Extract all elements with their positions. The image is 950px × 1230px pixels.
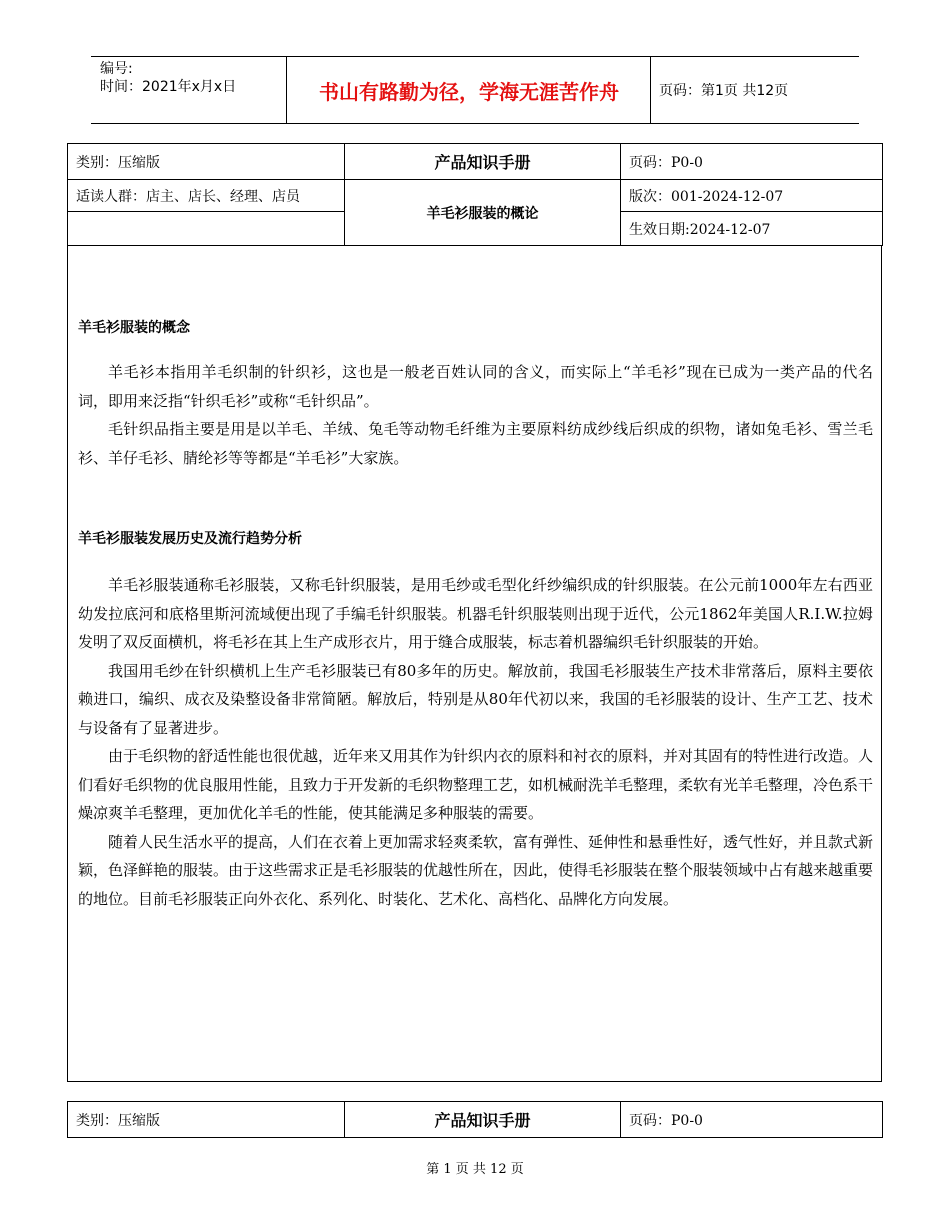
manual-title: 产品知识手册 [345, 144, 621, 180]
category-cell: 类别：压缩版 [68, 144, 345, 180]
paragraph: 羊毛衫服装通称毛衫服装，又称毛针织服装，是用毛纱或毛型化纤纱编织成的针织服装。在公元前1000年左右西亚幼发拉底河和底格里斯河流域便出现了手编毛针织服装。机器毛针织服装则出现于近代，公元1862年美国人R.I.W.拉姆发明了双反面横机，将毛衫在其上生产成形衣片，用于缝合成服装，标志着机器编织毛针织服装的开始。 [78, 576, 873, 651]
audience-cell: 适读人群：店主、店长、经理、店员 [68, 180, 345, 212]
header-page-info: 页码：第1页 共12页 [659, 83, 789, 99]
serial-time-block [100, 60, 236, 96]
footer-category-cell: 类别：压缩版 [68, 1102, 345, 1138]
empty-cell [68, 212, 345, 246]
section-heading: 羊毛衫服装发展历史及流行趋势分析 [78, 531, 302, 547]
paragraph: 毛针织品指主要是用是以羊毛、羊绒、兔毛等动物毛纤维为主要原料纺成纱线后织成的织物，诸如兔毛衫、雪兰毛衫、羊仔毛衫、腈纶衫等等都是“羊毛衫”大家族。 [78, 420, 873, 467]
header-divider [650, 57, 651, 123]
serial-label: 编号: [100, 61, 133, 77]
paragraph: 羊毛衫本指用羊毛织制的针织衫，这也是一般老百姓认同的含义，而实际上“羊毛衫”现在已成为一类产品的代名词，即用来泛指“针织毛衫”或称“毛针织品”。 [78, 363, 873, 410]
time-label: 时间：2021年x月x日 [100, 79, 237, 95]
motto-banner: 书山有路勤为径，学海无涯苦作舟 [319, 79, 619, 104]
content-frame [67, 245, 882, 1082]
paragraph: 随着人民生活水平的提高，人们在衣着上更加需求轻爽柔软，富有弹性、延伸性和悬垂性好，透气性好，并且款式新颖，色泽鲜艳的服装。由于这些需求正是毛衫服装的优越性所在，因此，使得毛衫服装在整个服装领域中占有越来越重要的地位。目前毛衫服装正向外衣化、系列化、时装化、艺术化、高档化、品牌化方向发展。 [78, 832, 874, 908]
effective-date-cell: 生效日期:2024-12-07 [621, 212, 883, 246]
footer-info-table [67, 1101, 883, 1138]
section-concept [78, 317, 873, 472]
footer-page-code-cell: 页码：P0-0 [621, 1102, 883, 1138]
footer-manual-title: 产品知识手册 [345, 1102, 621, 1138]
page-number: 第 1 页 共 12 页 [426, 1162, 524, 1177]
top-header [91, 56, 859, 124]
paragraph: 我国用毛纱在针织横机上生产毛衫服装已有80多年的历史。解放前，我国毛衫服装生产技术非常落后，原料主要依赖进口，编织、成衣及染整设备非常简陋。解放后，特别是从80年代初以来，我国的毛衫服装的设计、生产工艺、技术与设备有了显著进步。 [78, 661, 873, 737]
content-body [78, 317, 873, 913]
section-heading: 羊毛衫服装的概念 [78, 320, 190, 336]
page-code-cell: 页码：P0-0 [621, 144, 883, 180]
document-title: 羊毛衫服装的概论 [345, 180, 621, 246]
section-history [78, 528, 873, 913]
version-cell: 版次：001-2024-12-07 [621, 180, 883, 212]
paragraph: 由于毛织物的舒适性能也很优越，近年来又用其作为针织内衣的原料和衬衣的原料，并对其固有的特性进行改造。人们看好毛织物的优良服用性能，且致力于开发新的毛织物整理工艺，如机械耐洗羊毛整理，柔软有光羊毛整理，冷色系干燥凉爽羊毛整理，更加优化羊毛的性能，使其能满足多种服装的需要。 [78, 747, 874, 822]
document-info-table [67, 143, 883, 246]
